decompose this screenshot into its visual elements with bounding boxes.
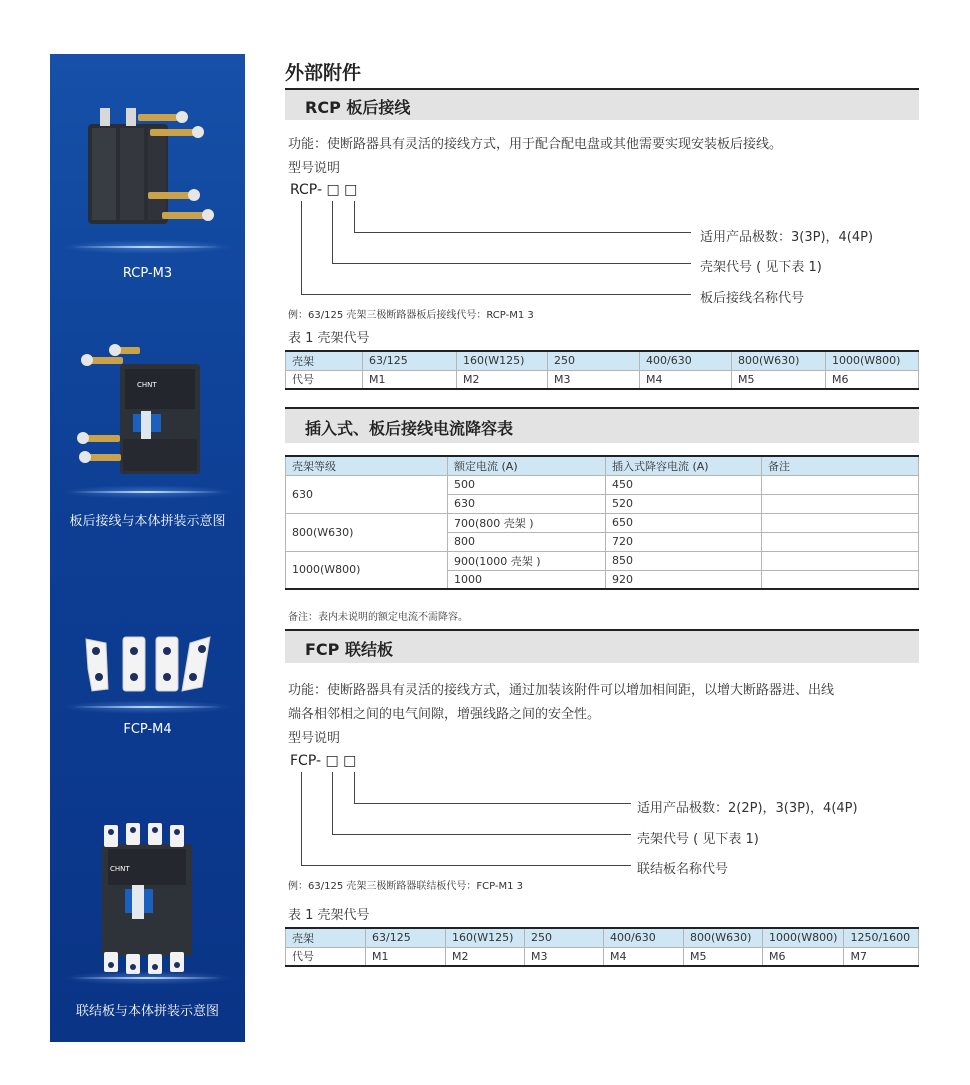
table-row [286, 475, 919, 494]
caption-rcp-assembly: 板后接线与本体拼装示意图 [69, 514, 226, 529]
table-cell: 1000(W800) [763, 928, 844, 947]
table-cell: M3 [525, 947, 604, 966]
table-cell: 壳架 [286, 928, 366, 947]
rcp-poles-label: 适用产品极数：3(3P)，4(4P) [700, 230, 874, 245]
derate-note: 备注：表内未说明的额定电流不需降容。 [288, 612, 468, 623]
table-row [286, 947, 919, 966]
svg-text:CHNT: CHNT [137, 381, 157, 389]
fcp-m4-product-image [78, 629, 218, 699]
table-cell: 63/125 [363, 351, 457, 370]
rcp-frame-table [285, 350, 919, 390]
table-cell: 900(1000 壳架 ) [448, 551, 606, 570]
rcp-diagram-line [354, 232, 691, 233]
caption-rcp-m3: RCP-M3 [122, 266, 173, 281]
fcp-frame-label: 壳架代号 ( 见下表 1) [637, 832, 759, 847]
fcp-example: 例：63/125 壳架三极断路器联结板代号：FCP-M1 3 [288, 881, 524, 892]
table-cell: 630 [448, 494, 606, 513]
table-cell: 1000(W800) [286, 551, 448, 589]
fcp-code: FCP- □ □ [290, 753, 357, 769]
derate-table [285, 455, 919, 590]
table-cell: 800(W630) [684, 928, 763, 947]
table-cell [762, 532, 919, 551]
table-cell: 1000(W800) [826, 351, 919, 370]
rcp-example: 例：63/125 壳架三极断路器板后接线代号：RCP-M1 3 [288, 310, 534, 321]
table-cell: 700(800 壳架 ) [448, 513, 606, 532]
table-cell: 1000 [448, 570, 606, 589]
table-cell: 壳架 [286, 351, 363, 370]
section-rcp-heading [285, 88, 919, 120]
table-row [286, 928, 919, 947]
table-cell: 800(W630) [286, 513, 448, 551]
table-cell: M1 [363, 370, 457, 389]
table-cell: 1250/1600 [844, 928, 919, 947]
rcp-name-label: 板后接线名称代号 [700, 291, 805, 306]
caption-fcp-assembly: 联结板与本体拼装示意图 [75, 1004, 219, 1019]
table-cell: 代号 [286, 947, 366, 966]
table-cell: 额定电流 (A) [448, 456, 606, 475]
table-cell: M6 [763, 947, 844, 966]
table-cell: M4 [640, 370, 732, 389]
table-cell: 520 [606, 494, 762, 513]
section-derate-heading [285, 407, 919, 443]
sidebar [50, 54, 245, 1042]
section-derate-title: 插入式、板后接线电流降容表 [305, 419, 514, 438]
page-title: 外部附件 [285, 62, 362, 84]
table-cell: 400/630 [640, 351, 732, 370]
fcp-function-text-2: 端各相邻相之间的电气间隙，增强线路之间的安全性。 [288, 707, 601, 722]
caption-fcp-m4: FCP-M4 [123, 722, 172, 737]
table-cell: M1 [366, 947, 446, 966]
svg-text:CHNT: CHNT [110, 865, 130, 873]
table-row [286, 351, 919, 370]
fcp-diagram-line [301, 865, 631, 866]
rcp-model-label: 型号说明 [288, 161, 341, 176]
table-cell [762, 570, 919, 589]
rcp-frame-label: 壳架代号 ( 见下表 1) [700, 260, 822, 275]
table-cell: 备注 [762, 456, 919, 475]
section-fcp-title: FCP 联结板 [305, 640, 393, 659]
table-cell: 壳架等级 [286, 456, 448, 475]
rcp-code: RCP- □ □ [290, 182, 358, 198]
table-cell: 400/630 [604, 928, 684, 947]
table-cell: 450 [606, 475, 762, 494]
rcp-m3-product-image [78, 94, 218, 254]
rcp-diagram-line [301, 201, 302, 295]
fcp-name-label: 联结板名称代号 [637, 862, 729, 877]
table-cell [762, 475, 919, 494]
rcp-table-title: 表 1 壳架代号 [288, 331, 370, 346]
section-rcp-title: RCP 板后接线 [305, 98, 411, 117]
table-cell: M2 [446, 947, 525, 966]
table-cell: M3 [548, 370, 640, 389]
table-cell: M5 [684, 947, 763, 966]
table-row [286, 370, 919, 389]
table-cell [762, 494, 919, 513]
table-cell [762, 513, 919, 532]
fcp-model-label: 型号说明 [288, 731, 341, 746]
rcp-assembly-image [75, 339, 220, 489]
table-cell: M2 [457, 370, 548, 389]
table-cell: 250 [525, 928, 604, 947]
table-cell: 630 [286, 475, 448, 513]
rcp-function-text: 功能：使断路器具有灵活的接线方式，用于配合配电盘或其他需要实现安装板后接线。 [288, 137, 783, 152]
table-cell: 920 [606, 570, 762, 589]
table-cell: 500 [448, 475, 606, 494]
table-row [286, 551, 919, 570]
section-fcp-heading [285, 629, 919, 663]
rcp-diagram-line [332, 201, 333, 264]
fcp-assembly-image [90, 819, 205, 979]
table-cell: M7 [844, 947, 919, 966]
table-cell: 插入式降容电流 (A) [606, 456, 762, 475]
fcp-frame-table [285, 927, 919, 967]
table-cell: M5 [732, 370, 826, 389]
table-cell: 代号 [286, 370, 363, 389]
table-cell: 720 [606, 532, 762, 551]
fcp-diagram-line [332, 772, 333, 835]
fcp-diagram-line [354, 772, 355, 803]
table-cell: 800 [448, 532, 606, 551]
table-row [286, 456, 919, 475]
table-cell: 160(W125) [446, 928, 525, 947]
fcp-function-text-1: 功能：使断路器具有灵活的接线方式，通过加装该附件可以增加相间距，以增大断路器进、出线 [288, 683, 835, 698]
rcp-diagram-line [301, 294, 691, 295]
table-cell: 800(W630) [732, 351, 826, 370]
table-cell [762, 551, 919, 570]
fcp-diagram-line [354, 803, 631, 804]
table-cell: 250 [548, 351, 640, 370]
table-cell: 650 [606, 513, 762, 532]
table-cell: M6 [826, 370, 919, 389]
table-cell: 63/125 [366, 928, 446, 947]
fcp-poles-label: 适用产品极数：2(2P)，3(3P)，4(4P) [637, 801, 858, 816]
table-cell: 850 [606, 551, 762, 570]
rcp-diagram-line [354, 201, 355, 232]
table-cell: M4 [604, 947, 684, 966]
table-row [286, 513, 919, 532]
rcp-diagram-line [332, 263, 691, 264]
fcp-table-title: 表 1 壳架代号 [288, 908, 370, 923]
fcp-diagram-line [301, 772, 302, 866]
table-cell: 160(W125) [457, 351, 548, 370]
fcp-diagram-line [332, 834, 631, 835]
